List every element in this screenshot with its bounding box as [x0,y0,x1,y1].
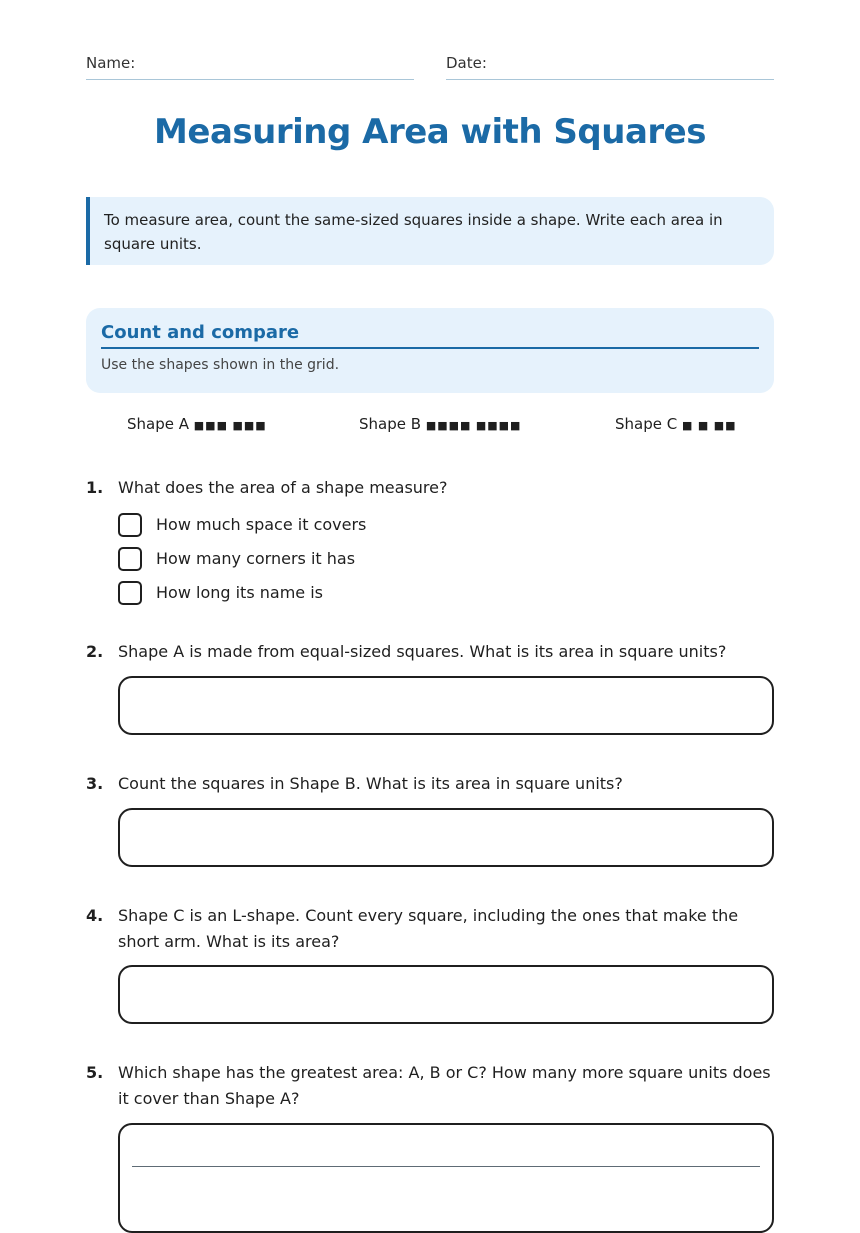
option-label: How many corners it has [156,549,356,568]
checkbox[interactable] [118,513,142,537]
question-text: Shape A is made from equal-sized squares. What is its area in square units? [118,642,727,661]
shapes-row [86,415,774,439]
intro-callout: To measure area, count the same-sized squares inside a shape. Write each area in square units. [86,197,774,265]
option-label: How much space it covers [156,515,367,534]
page-title: Measuring Area with Squares [154,112,706,152]
option-label: How long its name is [156,583,323,602]
question-number: 1. [86,478,104,497]
question-number: 3. [86,774,104,793]
shape-a-squares: ■■■ ■■■ [193,419,267,432]
checkbox[interactable] [118,581,142,605]
section-title: Count and compare [101,322,759,349]
shape-c [615,415,737,433]
shape-c-squares: ■ ■ ■■ [682,419,737,432]
shape-b-label: Shape B [359,415,422,433]
question-text: Shape C is an L-shape. Count every square, including the ones that make the short arm. What is its area? [118,906,739,951]
question-number: 4. [86,906,104,925]
question-text: What does the area of a shape measure? [118,478,448,497]
answer-line [132,1166,760,1167]
question-number: 5. [86,1063,104,1082]
shape-b [359,415,521,433]
shape-c-label: Shape C [615,415,678,433]
checkbox[interactable] [118,547,142,571]
answer-box-5[interactable] [118,1123,774,1233]
name-label: Name: [86,54,136,72]
section-subtitle: Use the shapes shown in the grid. [101,357,340,373]
name-field[interactable] [86,54,414,80]
answer-box-4[interactable] [118,965,774,1024]
date-label: Date: [446,54,487,72]
shape-b-squares: ■■■■ ■■■■ [425,419,522,432]
student-header [86,54,774,80]
section-header [86,308,774,393]
question-text: Which shape has the greatest area: A, B or C? How many more square units does it cover than Shape A? [118,1063,771,1108]
shape-a-label: Shape A [127,415,189,433]
date-field[interactable] [446,54,774,80]
answer-box-2[interactable] [118,676,774,735]
shape-a [127,415,267,433]
question-number: 2. [86,642,104,661]
answer-box-3[interactable] [118,808,774,867]
question-text: Count the squares in Shape B. What is its area in square units? [118,774,623,793]
